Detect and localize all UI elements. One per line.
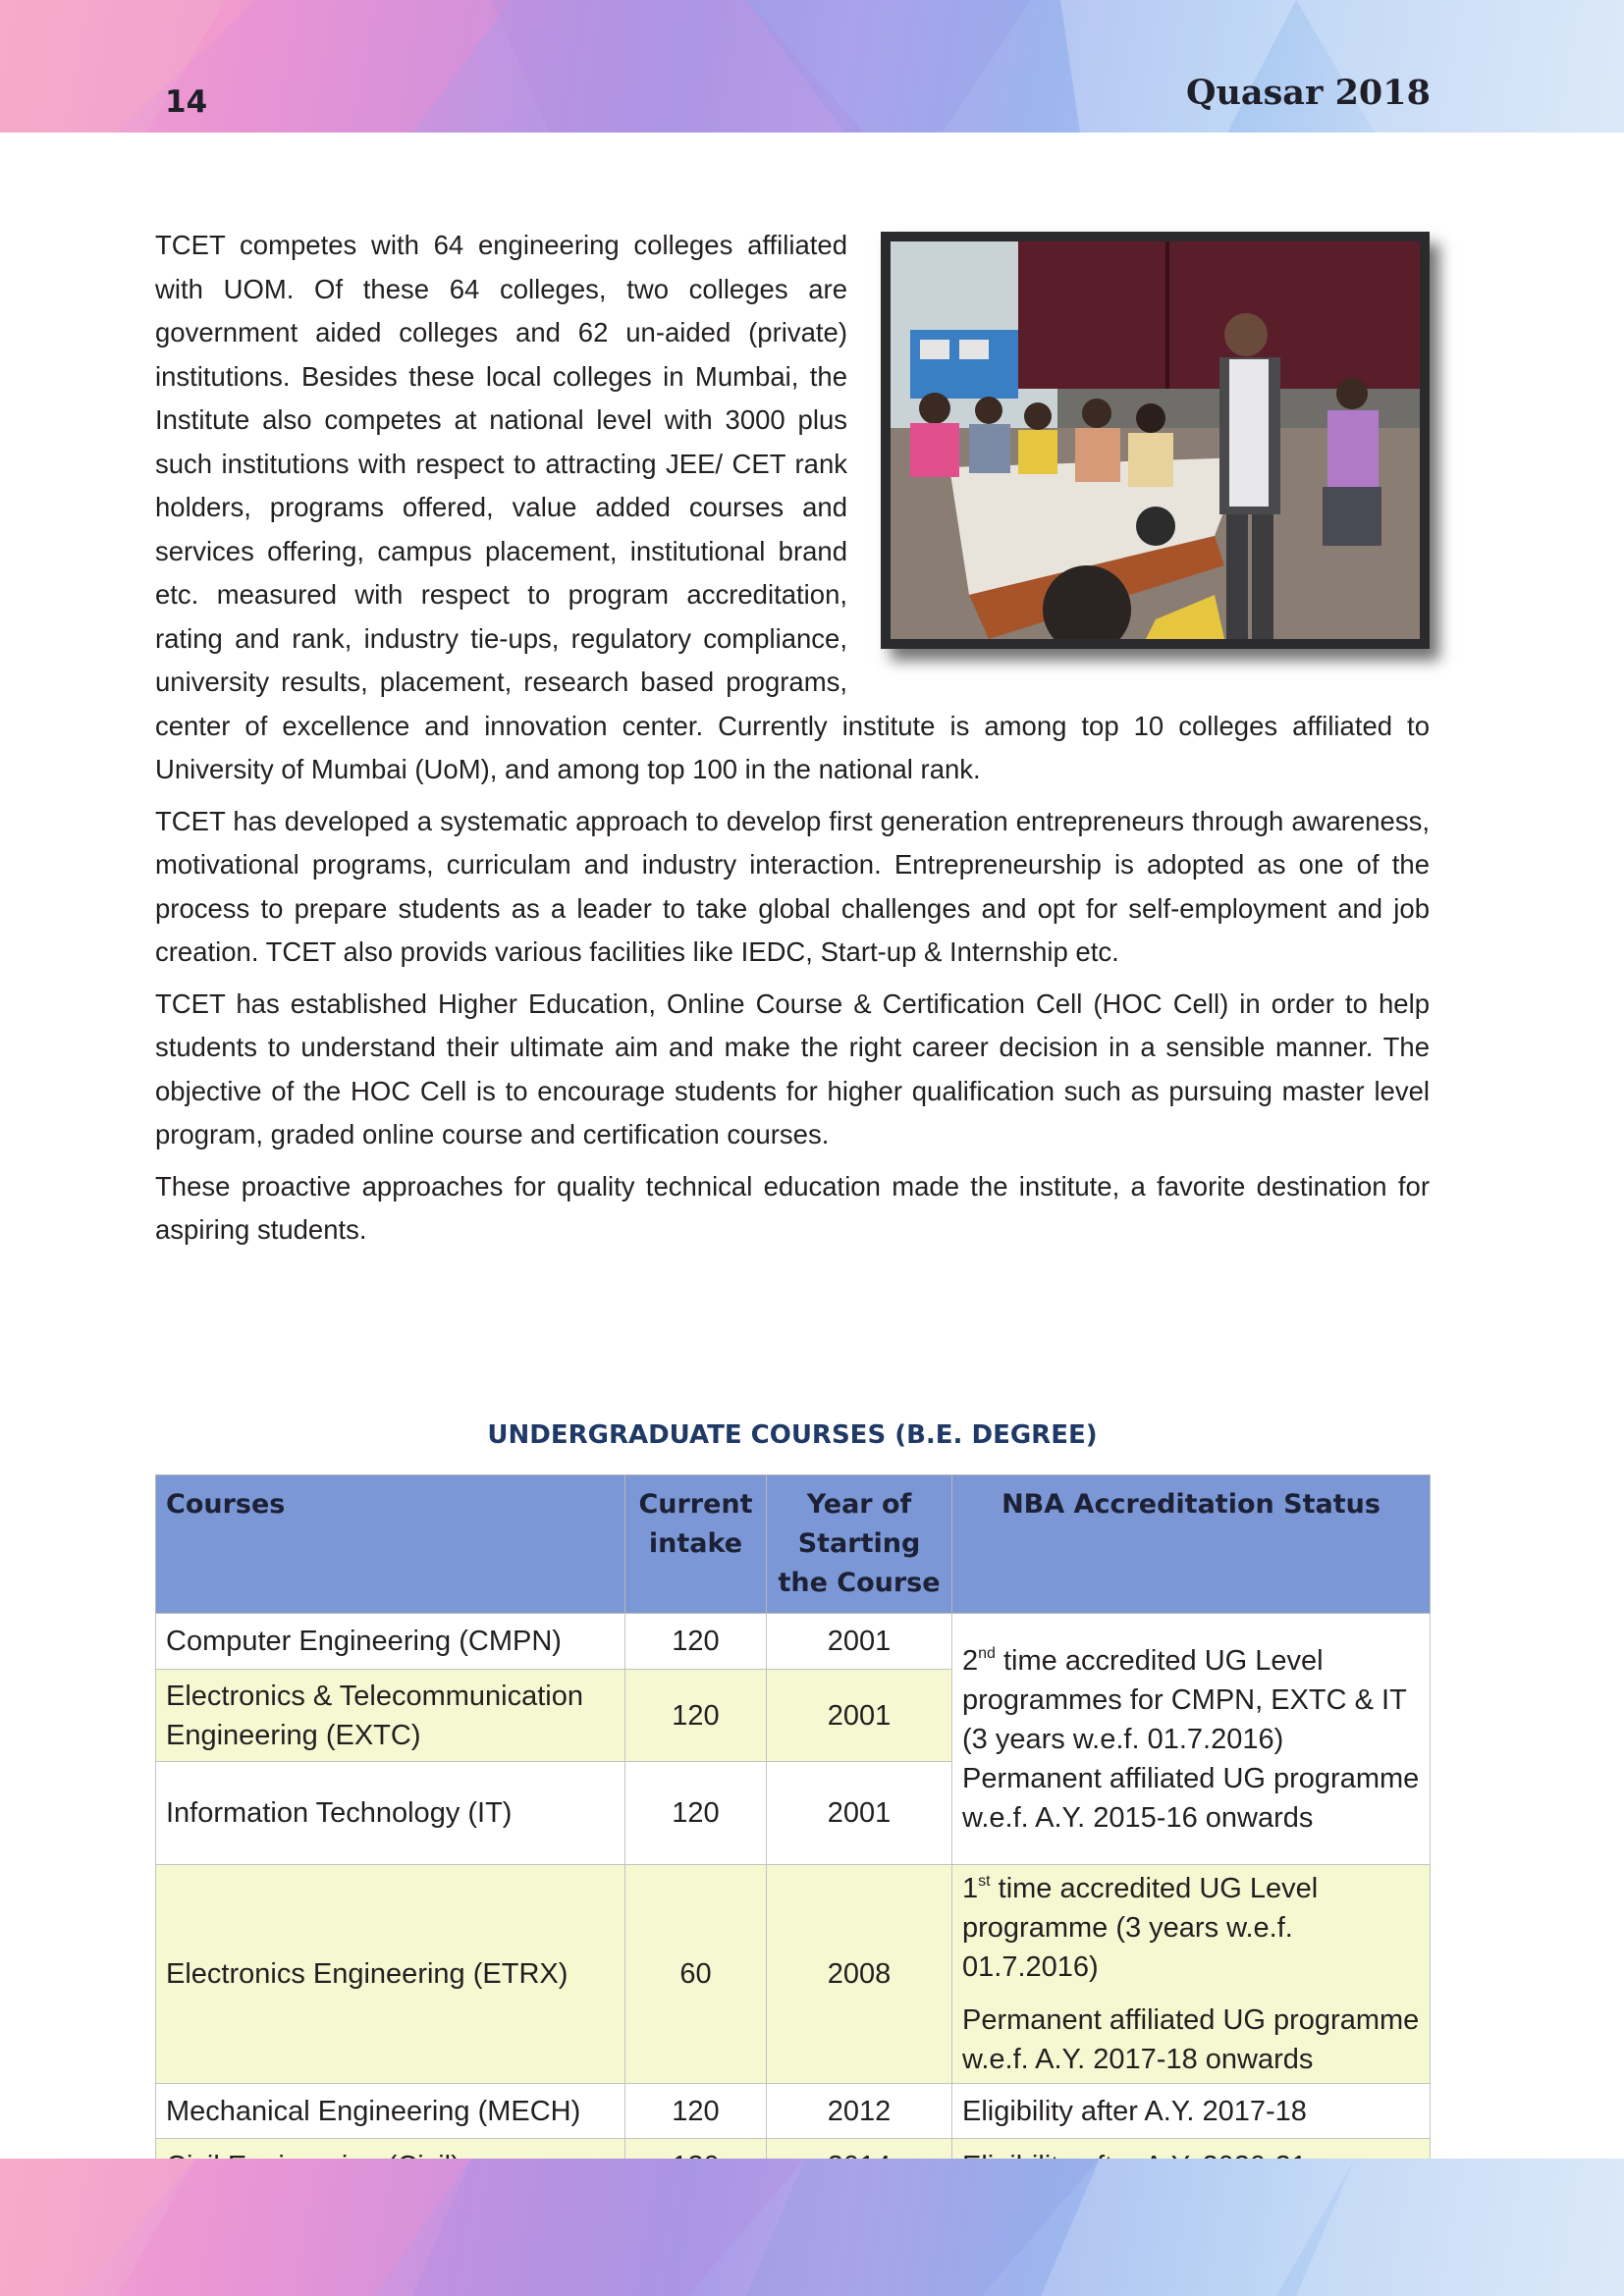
course-name: Electronics & Telecommunication Engineering (EXTC): [156, 1670, 625, 1762]
status-group-1-line-b: Permanent affiliated UG programme w.e.f. A.Y. 2015-16 onwards: [962, 1762, 1420, 1834]
table-row: [156, 1865, 1431, 2084]
course-intake: 120: [625, 1614, 767, 1670]
ordinal-suffix: st: [978, 1873, 991, 1890]
course-intake: 120: [625, 1762, 767, 1865]
course-year: 2001: [767, 1762, 952, 1865]
course-intake: 120: [625, 1670, 767, 1762]
course-year: 2001: [767, 1670, 952, 1762]
page-number: 14: [165, 84, 208, 120]
paragraph-4: These proactive approaches for quality technical education made the institute, a favorite destination for aspiring students.: [155, 1170, 1430, 1245]
table-row: [156, 1614, 1431, 1670]
course-year: 2012: [767, 2084, 952, 2139]
paragraph-2: TCET has developed a systematic approach to develop first generation entrepreneurs through awareness, motivational programs, curriculam and industry interaction. Entrepreneurship is adopted as one of the process to prepare students as a leader to take global challenges and opt for self-employment and job creation. TCET also provids various facilities like IEDC, Start-up & Internship etc.: [155, 805, 1430, 967]
header-banner: [0, 0, 1624, 133]
article-body: [155, 224, 1430, 1260]
course-year: 2008: [767, 1865, 952, 2084]
classroom-photo: [881, 232, 1430, 649]
header-courses: Courses: [156, 1475, 625, 1614]
course-intake: 120: [625, 2084, 767, 2139]
publication-title: Quasar 2018: [1185, 73, 1431, 113]
footer-facets: [0, 2159, 1624, 2296]
course-name: Computer Engineering (CMPN): [156, 1614, 625, 1670]
header-intake: Current intake: [625, 1475, 767, 1614]
paragraph-3: TCET has established Higher Education, Online Course & Certification Cell (HOC Cell) in order to help students to understand their ultimate aim and make the right career decision in a sensible manner. The objective of the HOC Cell is to encourage students for higher qualification such as pursuing master level program, graded online course and certification courses.: [155, 988, 1430, 1149]
course-year: 2001: [767, 1614, 952, 1670]
paragraph-1: TCET competes with 64 engineering colleges affiliated with UOM. Of these 64 colleges, two colleges are government aided colleges and 62 un-aided (private) institutions. Besides these local colleges in Mumbai, the Institute also competes at national level with 3000 plus such institutions with respect to attracting JEE/ CET rank holders, programs offered, value added courses and services offering, campus placement, institutional brand etc. measured with respect to program accreditation, rating and rank, industry tie-ups, regulatory compliance, university results, placement, research based programs, center of excellence and innovation center. Currently institute is among top 10 colleges affiliated to University of Mumbai (UoM), and among top 100 in the national rank.: [155, 230, 1430, 784]
header-year: Year of Starting the Course: [767, 1475, 952, 1614]
status-group-1-line-a: [962, 1641, 1420, 1759]
course-name: Information Technology (IT): [156, 1762, 625, 1865]
course-intake: 60: [625, 1865, 767, 2084]
status-gap: [962, 1987, 1420, 2001]
accreditation-status-group-2: [952, 1865, 1431, 2084]
table-title: UNDERGRADUATE COURSES (B.E. DEGREE): [487, 1420, 1098, 1450]
status-group-2-line-a: [962, 1869, 1420, 1987]
ordinal-number: 1: [962, 1873, 979, 1904]
course-status: Eligibility after A.Y. 2017-18: [952, 2084, 1431, 2139]
course-name: Mechanical Engineering (MECH): [156, 2084, 625, 2139]
table-row: [156, 2084, 1431, 2139]
courses-table: [155, 1474, 1431, 2194]
ordinal-number: 2: [962, 1644, 979, 1677]
status-text: time accredited UG Level programmes for CMPN, EXTC & IT (3 years w.e.f. 01.7.2016): [962, 1644, 1407, 1755]
course-name: Electronics Engineering (ETRX): [156, 1865, 625, 2084]
header-status: NBA Accreditation Status: [952, 1475, 1431, 1614]
accreditation-status-group-1: [952, 1614, 1431, 1865]
status-text: time accredited UG Level programme (3 years w.e.f. 01.7.2016): [962, 1873, 1319, 1983]
status-group-2-line-b: Permanent affiliated UG programme w.e.f. A.Y. 2017-18 onwards: [962, 2004, 1420, 2075]
classroom-photo-image: [891, 241, 1420, 639]
footer-banner: [0, 2159, 1624, 2296]
table-header-row: [156, 1475, 1431, 1614]
ordinal-suffix: nd: [978, 1644, 996, 1662]
